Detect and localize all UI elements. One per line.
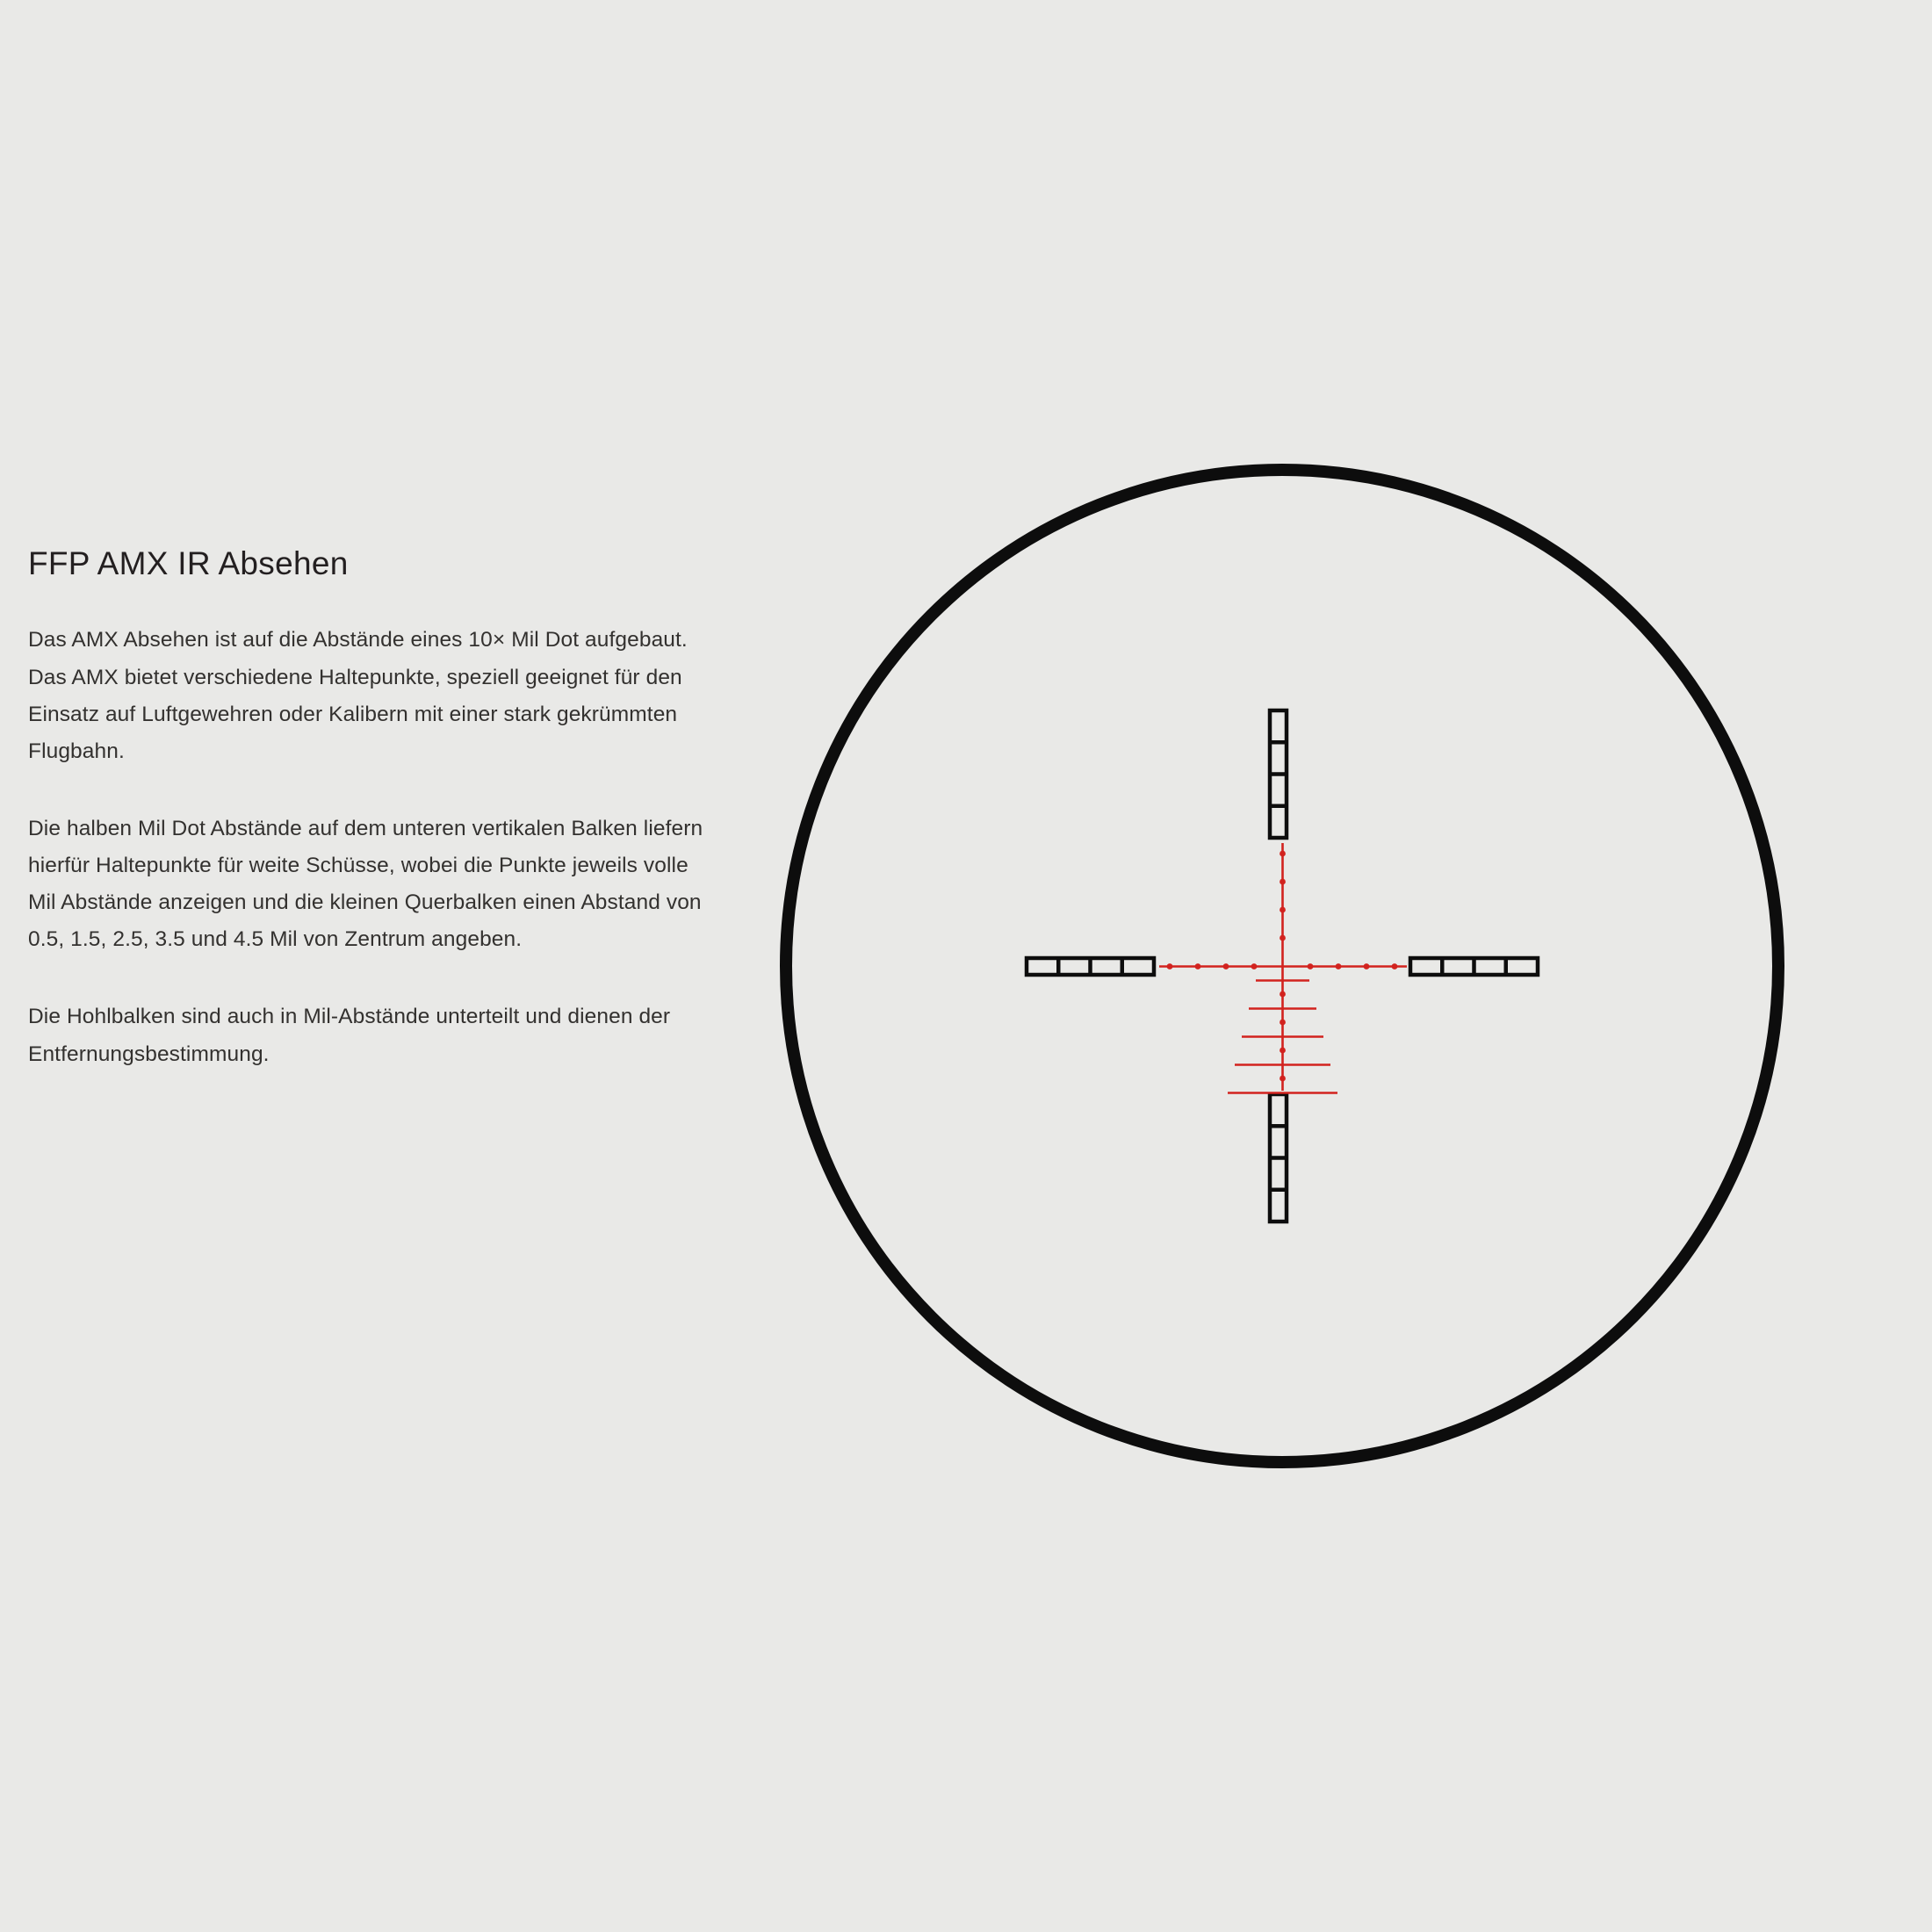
hollow-post-top (1270, 710, 1287, 838)
hollow-post-bottom (1270, 1094, 1287, 1222)
page-title: FFP AMX IR Absehen (28, 545, 349, 581)
reticle-description-block (28, 544, 722, 1073)
ffp-amx-ir-reticle-diagram (773, 457, 1791, 1475)
paragraph-hollow-bars: Die Hohlbalken sind auch in Mil-Abstände unterteilt und dienen der Entfernungsbestimmung. (28, 1005, 671, 1066)
hollow-post-left (1027, 958, 1154, 975)
hollow-post-right (1410, 958, 1538, 975)
paragraph-intro: Das AMX Absehen ist auf die Abstände eines 10× Mil Dot aufgebaut. Das AMX bietet verschiedene Haltepunkte, speziell geeignet für den Einsatz auf Luftgewehren oder Kalibern mit einer stark gekrümmten Flugbahn. (28, 628, 688, 763)
scope-view (773, 457, 1791, 1475)
paragraph-holdpoints: Die halben Mil Dot Abstände auf dem unteren vertikalen Balken liefern hierfür Haltepunkte für weite Schüsse, wobei die Punkte jeweils volle Mil Abstände anzeigen und die kleinen Querbalken einen Abstand von 0.5, 1.5, 2.5, 3.5 und 4.5 Mil von Zentrum angeben. (28, 816, 703, 952)
